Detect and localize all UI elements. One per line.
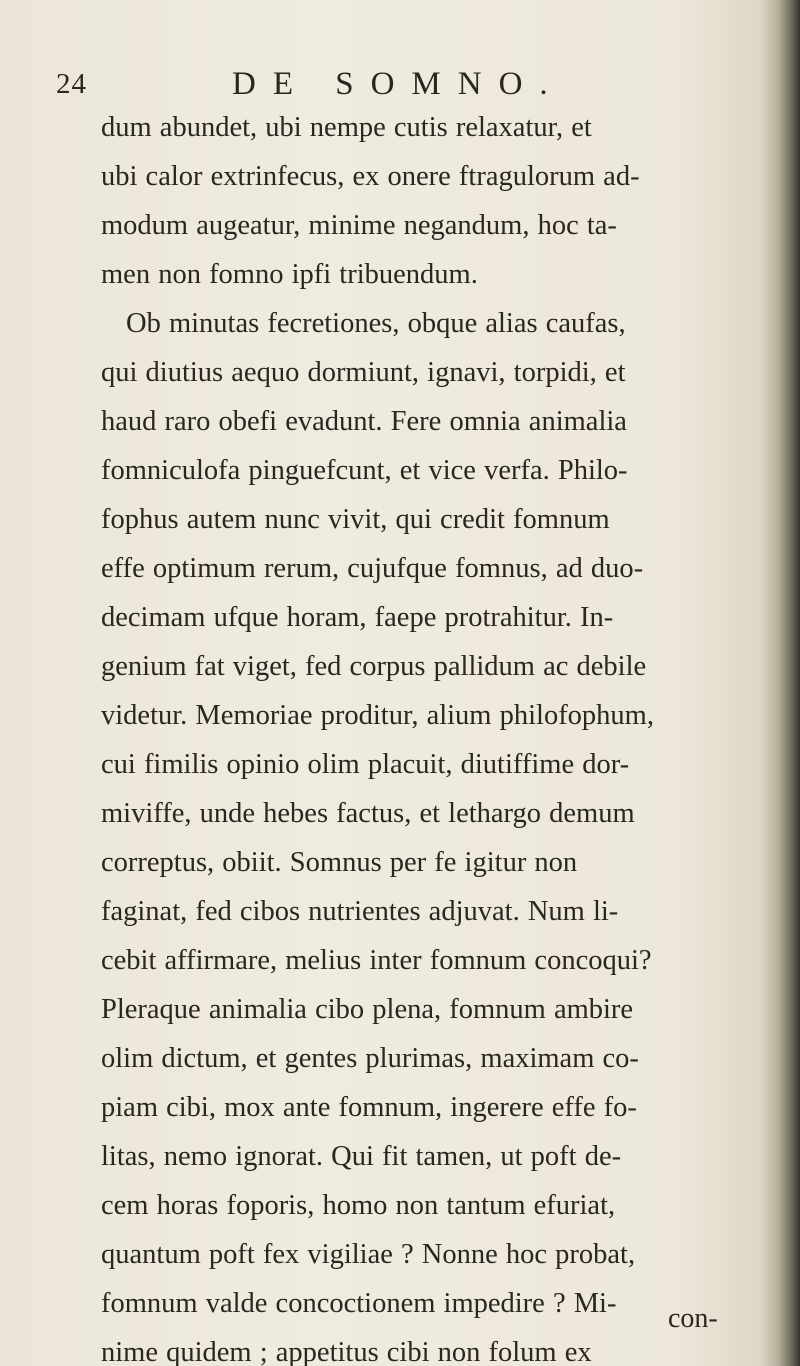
text-line: quantum poft fex vigiliae ? Nonne hoc probat, — [101, 1239, 636, 1270]
text-line: litas, nemo ignorat. Qui fit tamen, ut poft de- — [101, 1141, 622, 1172]
text-line: correptus, obiit. Somnus per fe igitur non — [101, 847, 578, 878]
text-line: piam cibi, mox ante fomnum, ingerere effe fo- — [101, 1092, 637, 1123]
text-line: cem horas foporis, homo non tantum efuriat, — [101, 1190, 616, 1221]
text-line: fophus autem nunc vivit, qui credit fomnum — [101, 504, 610, 535]
text-line: men non fomno ipfi tribuendum. — [101, 259, 478, 290]
text-line: nime quidem ; appetitus cibi non folum ex — [101, 1337, 592, 1366]
text-line: miviffe, unde hebes factus, et lethargo demum — [101, 798, 635, 829]
text-line: fomnum valde concoctionem impedire ? Mi- — [101, 1288, 617, 1319]
text-line: cebit affirmare, melius inter fomnum concoqui? — [101, 945, 652, 976]
text-line: ubi calor extrinfecus, ex onere ftragulorum ad- — [101, 161, 640, 192]
page-number: 24 — [56, 68, 87, 100]
text-line: faginat, fed cibos nutrientes adjuvat. Num li- — [101, 896, 619, 927]
running-title: DE SOMNO. — [232, 66, 565, 102]
text-line: videtur. Memoriae proditur, alium philofophum, — [101, 700, 654, 731]
text-line: Pleraque animalia cibo plena, fomnum ambire — [101, 994, 634, 1025]
text-line: genium fat viget, fed corpus pallidum ac debile — [101, 651, 647, 682]
text-line: Ob minutas fecretiones, obque alias caufas, — [126, 308, 626, 339]
text-line: olim dictum, et gentes plurimas, maximam co- — [101, 1043, 639, 1074]
text-line: effe optimum rerum, cujufque fomnus, ad duo- — [101, 553, 644, 584]
text-line: fomniculofa pinguefcunt, et vice verfa. Philo- — [101, 455, 628, 486]
text-line: haud raro obefi evadunt. Fere omnia animalia — [101, 406, 627, 437]
page-edge-shadow — [760, 0, 800, 1366]
text-line: modum augeatur, minime negandum, hoc ta- — [101, 210, 617, 241]
text-line: cui fimilis opinio olim placuit, diutiffime dor- — [101, 749, 630, 780]
text-line: decimam ufque horam, faepe protrahitur. In- — [101, 602, 614, 633]
page-header — [56, 64, 656, 104]
text-line: dum abundet, ubi nempe cutis relaxatur, et — [101, 112, 592, 143]
text-line: qui diutius aequo dormiunt, ignavi, torpidi, et — [101, 357, 626, 388]
catchword: con- — [668, 1303, 718, 1334]
